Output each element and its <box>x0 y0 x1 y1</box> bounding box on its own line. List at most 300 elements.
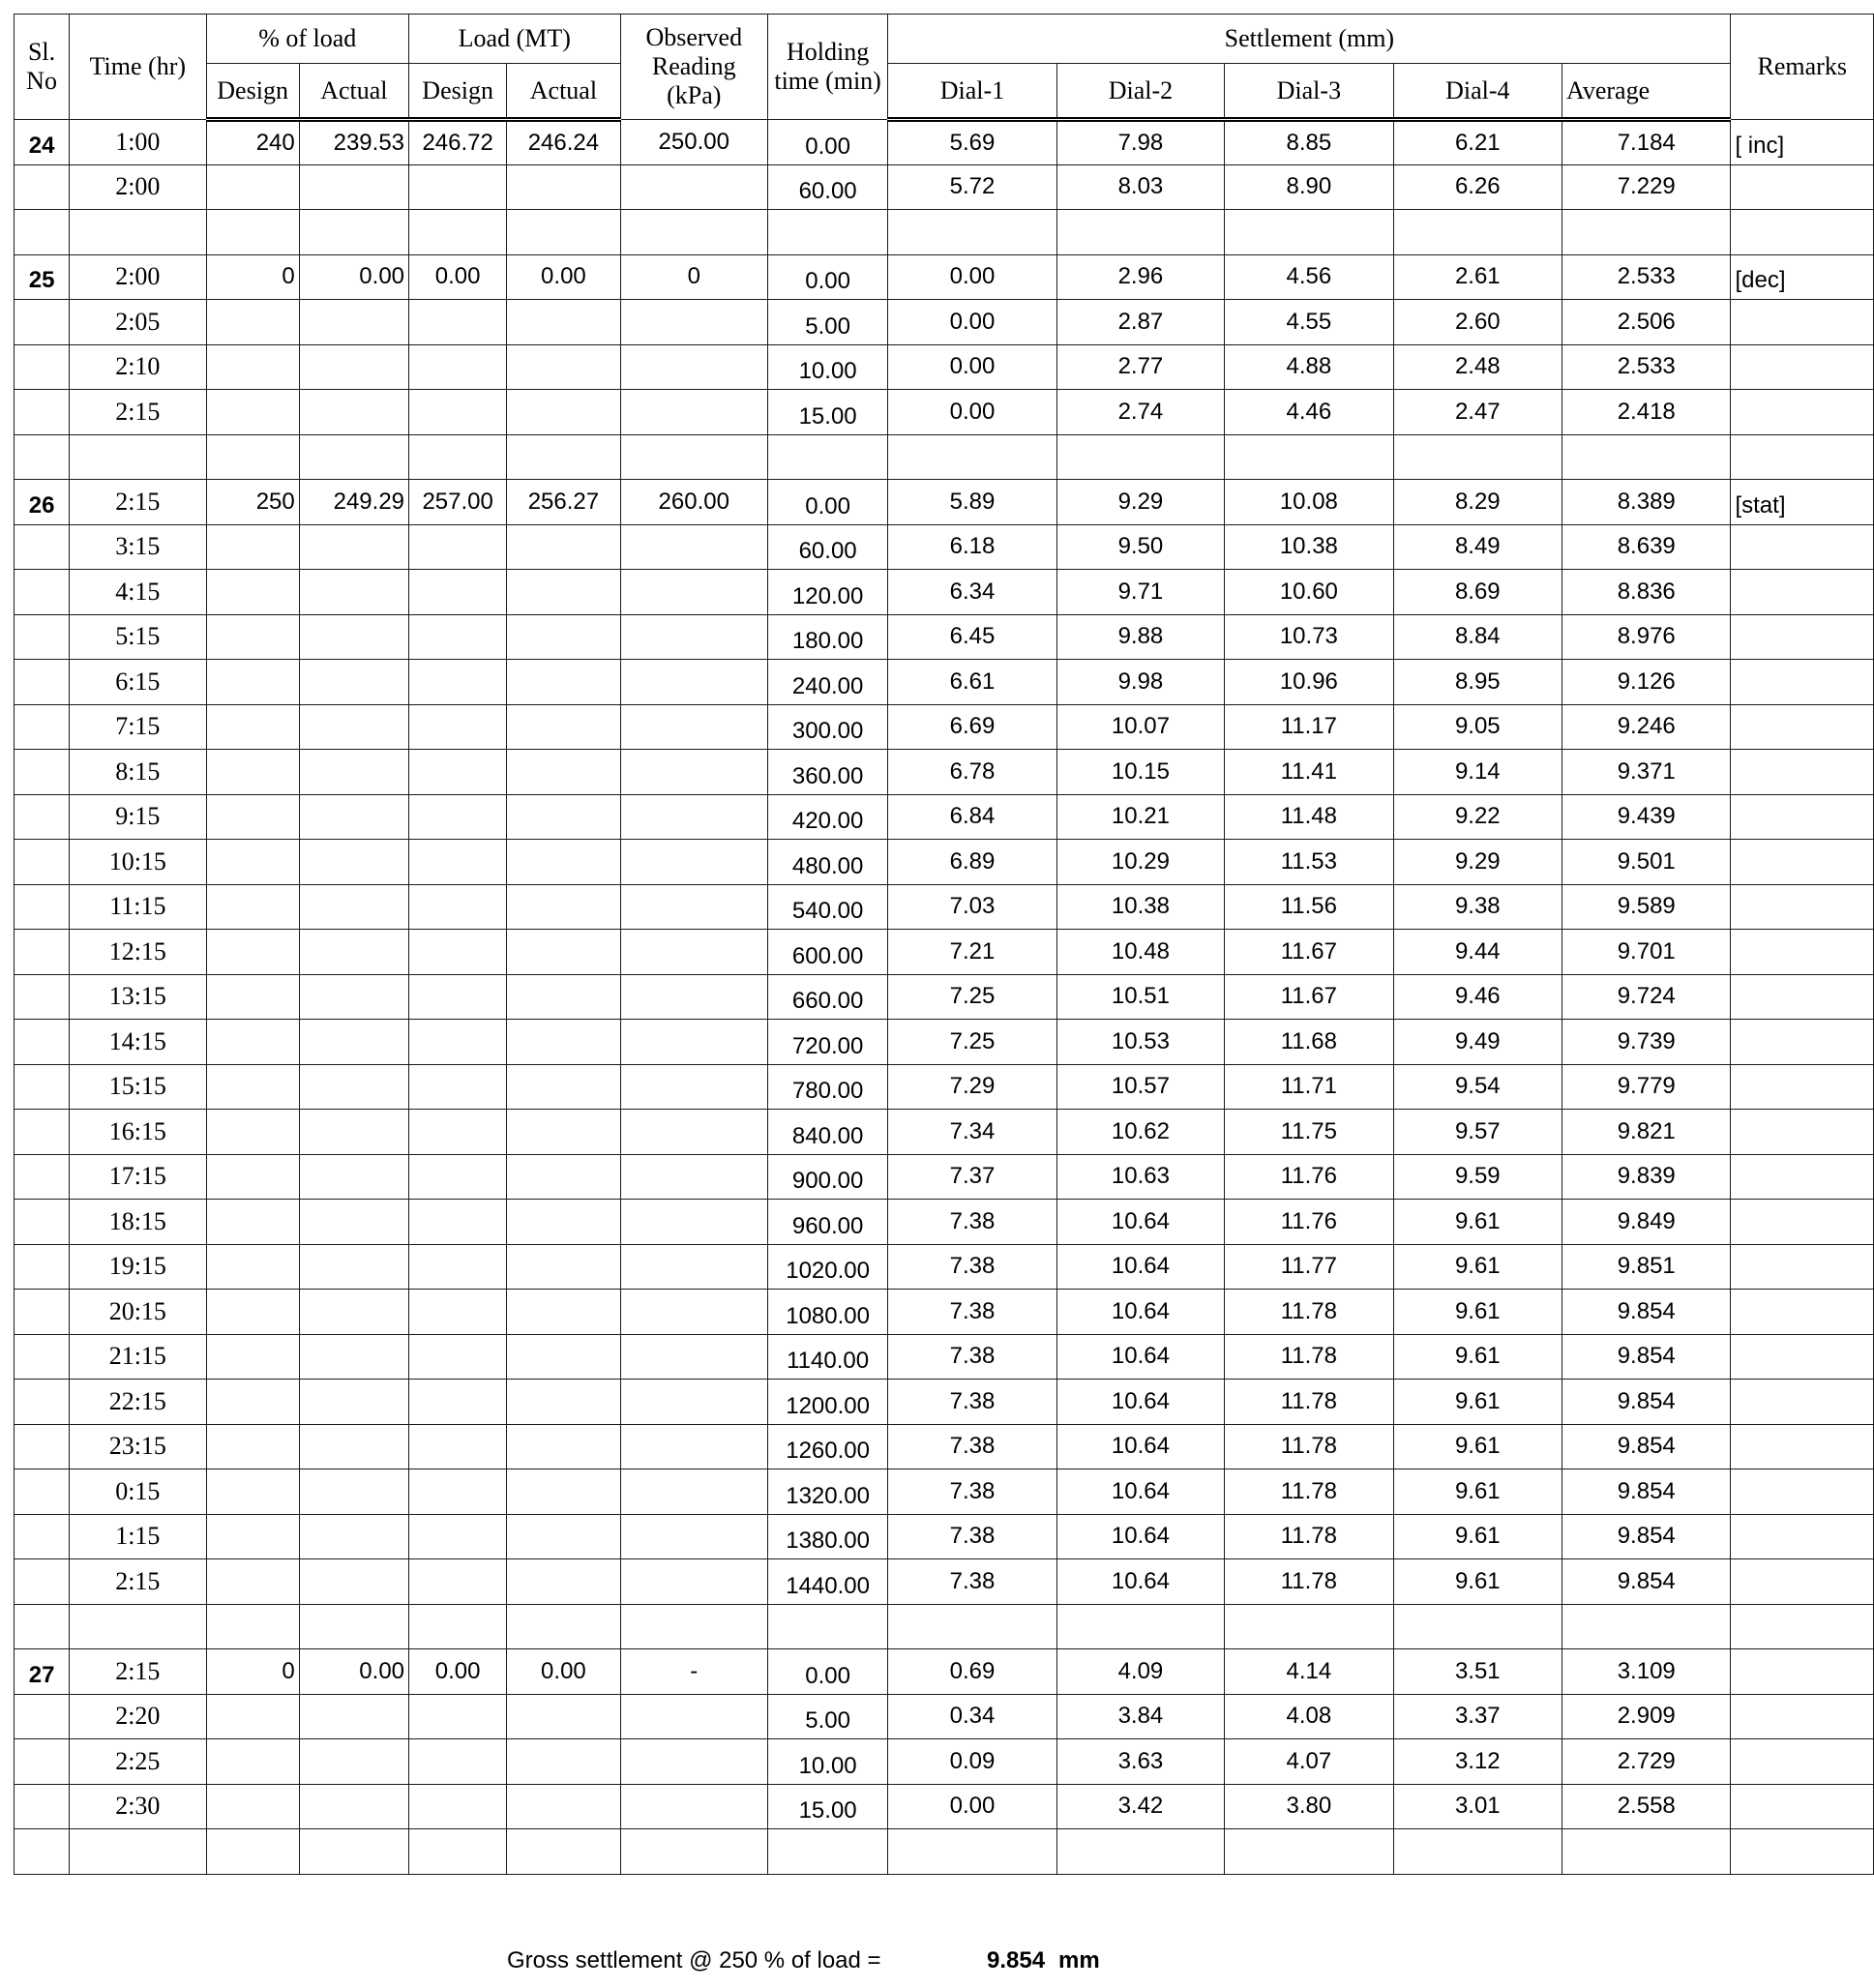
cell-load-design <box>409 300 507 345</box>
cell-pct-design <box>206 930 299 975</box>
cell-dial-2: 10.64 <box>1056 1380 1224 1425</box>
table-row <box>15 164 1874 210</box>
cell-load-design: 257.00 <box>409 480 507 525</box>
cell-pct-design <box>206 974 299 1020</box>
cell-dial-3: 11.71 <box>1225 1064 1393 1110</box>
cell-load-actual <box>507 1154 620 1200</box>
cell-dial-1: 0.34 <box>888 1694 1056 1739</box>
gross-settlement-unit: mm <box>1058 1947 1100 1973</box>
cell-remarks <box>1731 300 1874 345</box>
cell-load-actual <box>507 1559 620 1605</box>
table-row <box>15 1424 1874 1469</box>
cell-holding-time: 60.00 <box>767 164 887 210</box>
cell-holding-time: 900.00 <box>767 1154 887 1200</box>
header-average: Average <box>1562 64 1731 120</box>
cell-time: 2:15 <box>70 390 206 435</box>
cell-dial-4: 8.84 <box>1393 614 1562 660</box>
header-sl-no: Sl. No <box>15 15 70 120</box>
table-row <box>15 884 1874 930</box>
cell-dial-2: 10.15 <box>1056 750 1224 795</box>
cell-holding-time: 1080.00 <box>767 1290 887 1335</box>
cell-dial-3: 8.85 <box>1225 120 1393 165</box>
cell-observed-reading <box>620 1829 767 1875</box>
cell-holding-time <box>767 1829 887 1875</box>
cell-remarks: [dec] <box>1731 254 1874 300</box>
cell-pct-design <box>206 1469 299 1515</box>
cell-observed-reading <box>620 1380 767 1425</box>
cell-pct-design <box>206 1020 299 1065</box>
cell-load-actual <box>507 390 620 435</box>
cell-dial-4 <box>1393 1829 1562 1875</box>
cell-dial-1 <box>888 1604 1056 1649</box>
cell-dial-4: 9.29 <box>1393 840 1562 885</box>
cell-dial-4: 9.46 <box>1393 974 1562 1020</box>
cell-time: 2:20 <box>70 1694 206 1739</box>
cell-average: 7.184 <box>1562 120 1731 165</box>
cell-dial-3: 4.56 <box>1225 254 1393 300</box>
cell-observed-reading: - <box>620 1649 767 1695</box>
cell-pct-actual <box>299 750 408 795</box>
cell-load-design <box>409 164 507 210</box>
cell-load-design <box>409 1694 507 1739</box>
cell-pct-actual <box>299 1469 408 1515</box>
cell-remarks <box>1731 1784 1874 1829</box>
cell-dial-3: 11.41 <box>1225 750 1393 795</box>
cell-average: 9.371 <box>1562 750 1731 795</box>
cell-pct-actual <box>299 614 408 660</box>
cell-dial-4: 3.01 <box>1393 1784 1562 1829</box>
cell-observed-reading <box>620 390 767 435</box>
cell-holding-time: 120.00 <box>767 570 887 615</box>
cell-sl-no <box>15 1154 70 1200</box>
cell-sl-no <box>15 1380 70 1425</box>
cell-dial-2: 3.63 <box>1056 1739 1224 1785</box>
cell-pct-actual <box>299 1380 408 1425</box>
header-dial-1: Dial-1 <box>888 64 1056 120</box>
table-row <box>15 1200 1874 1245</box>
cell-sl-no: 27 <box>15 1649 70 1695</box>
cell-time: 9:15 <box>70 794 206 840</box>
cell-dial-4 <box>1393 434 1562 480</box>
cell-observed-reading <box>620 1334 767 1380</box>
table-body <box>15 120 1874 1875</box>
cell-load-actual <box>507 210 620 255</box>
cell-load-actual: 246.24 <box>507 120 620 165</box>
cell-holding-time <box>767 210 887 255</box>
cell-pct-actual <box>299 704 408 750</box>
cell-observed-reading: 250.00 <box>620 120 767 165</box>
cell-dial-4: 9.61 <box>1393 1559 1562 1605</box>
cell-remarks <box>1731 884 1874 930</box>
cell-sl-no <box>15 1694 70 1739</box>
cell-sl-no <box>15 1064 70 1110</box>
cell-pct-design <box>206 1290 299 1335</box>
cell-time: 12:15 <box>70 930 206 975</box>
cell-load-design <box>409 1200 507 1245</box>
cell-load-actual <box>507 570 620 615</box>
cell-remarks <box>1731 1829 1874 1875</box>
cell-load-actual <box>507 1380 620 1425</box>
cell-dial-1: 7.25 <box>888 1020 1056 1065</box>
cell-observed-reading <box>620 1469 767 1515</box>
table-row <box>15 1110 1874 1155</box>
cell-dial-2: 10.51 <box>1056 974 1224 1020</box>
cell-average: 9.779 <box>1562 1064 1731 1110</box>
cell-pct-design <box>206 1110 299 1155</box>
cell-dial-4: 9.05 <box>1393 704 1562 750</box>
cell-average: 2.418 <box>1562 390 1731 435</box>
cell-average: 9.246 <box>1562 704 1731 750</box>
cell-remarks <box>1731 750 1874 795</box>
cell-load-actual <box>507 1244 620 1290</box>
cell-pct-design <box>206 390 299 435</box>
cell-sl-no <box>15 1469 70 1515</box>
cell-time: 7:15 <box>70 704 206 750</box>
table-row <box>15 660 1874 705</box>
cell-remarks <box>1731 1649 1874 1695</box>
table-row <box>15 614 1874 660</box>
cell-average: 9.439 <box>1562 794 1731 840</box>
cell-load-design: 0.00 <box>409 1649 507 1695</box>
cell-time <box>70 1604 206 1649</box>
header-load-design: Design <box>409 64 507 120</box>
cell-dial-3: 11.75 <box>1225 1110 1393 1155</box>
cell-remarks <box>1731 1739 1874 1785</box>
cell-observed-reading: 0 <box>620 254 767 300</box>
cell-load-actual <box>507 164 620 210</box>
cell-holding-time <box>767 1604 887 1649</box>
cell-remarks <box>1731 1154 1874 1200</box>
cell-pct-design <box>206 164 299 210</box>
cell-sl-no <box>15 750 70 795</box>
header-pct-actual: Actual <box>299 64 408 120</box>
cell-average <box>1562 1829 1731 1875</box>
cell-load-design <box>409 1784 507 1829</box>
cell-remarks <box>1731 974 1874 1020</box>
cell-dial-1: 0.09 <box>888 1739 1056 1785</box>
cell-dial-1: 7.38 <box>888 1200 1056 1245</box>
cell-sl-no <box>15 840 70 885</box>
cell-time: 10:15 <box>70 840 206 885</box>
cell-observed-reading <box>620 1110 767 1155</box>
cell-dial-2: 8.03 <box>1056 164 1224 210</box>
cell-load-design <box>409 1110 507 1155</box>
cell-load-design <box>409 1380 507 1425</box>
cell-time: 19:15 <box>70 1244 206 1290</box>
cell-remarks <box>1731 840 1874 885</box>
table-row <box>15 704 1874 750</box>
cell-average: 2.558 <box>1562 1784 1731 1829</box>
cell-load-design <box>409 750 507 795</box>
cell-average: 9.854 <box>1562 1424 1731 1469</box>
cell-holding-time: 480.00 <box>767 840 887 885</box>
cell-pct-design <box>206 570 299 615</box>
cell-time: 3:15 <box>70 524 206 570</box>
cell-dial-3: 10.96 <box>1225 660 1393 705</box>
cell-pct-design <box>206 1784 299 1829</box>
cell-sl-no <box>15 300 70 345</box>
table-row <box>15 1334 1874 1380</box>
table-row <box>15 1604 1874 1649</box>
cell-dial-1: 6.84 <box>888 794 1056 840</box>
cell-pct-actual <box>299 1334 408 1380</box>
cell-dial-2: 10.57 <box>1056 1064 1224 1110</box>
cell-dial-3: 11.78 <box>1225 1380 1393 1425</box>
cell-load-design <box>409 704 507 750</box>
cell-load-design <box>409 1334 507 1380</box>
cell-time: 13:15 <box>70 974 206 1020</box>
cell-remarks <box>1731 794 1874 840</box>
cell-dial-3: 10.73 <box>1225 614 1393 660</box>
cell-dial-4: 2.61 <box>1393 254 1562 300</box>
cell-pct-design: 250 <box>206 480 299 525</box>
cell-dial-3: 4.88 <box>1225 344 1393 390</box>
cell-holding-time: 960.00 <box>767 1200 887 1245</box>
cell-dial-1: 7.34 <box>888 1110 1056 1155</box>
cell-average: 9.854 <box>1562 1290 1731 1335</box>
cell-load-actual <box>507 660 620 705</box>
cell-holding-time: 720.00 <box>767 1020 887 1065</box>
cell-remarks <box>1731 1514 1874 1559</box>
gross-settlement-footer <box>507 1947 1100 1974</box>
cell-time: 2:00 <box>70 164 206 210</box>
cell-holding-time: 1140.00 <box>767 1334 887 1380</box>
cell-dial-4: 8.69 <box>1393 570 1562 615</box>
cell-load-actual <box>507 1290 620 1335</box>
cell-dial-4: 9.61 <box>1393 1469 1562 1515</box>
cell-time <box>70 210 206 255</box>
cell-observed-reading <box>620 750 767 795</box>
cell-pct-actual <box>299 300 408 345</box>
cell-dial-1: 7.38 <box>888 1244 1056 1290</box>
cell-dial-2: 2.77 <box>1056 344 1224 390</box>
header-dial-2: Dial-2 <box>1056 64 1224 120</box>
cell-dial-4: 9.38 <box>1393 884 1562 930</box>
cell-load-design <box>409 344 507 390</box>
cell-time <box>70 1829 206 1875</box>
cell-average: 9.854 <box>1562 1559 1731 1605</box>
cell-dial-4: 9.61 <box>1393 1424 1562 1469</box>
cell-sl-no: 25 <box>15 254 70 300</box>
cell-observed-reading <box>620 344 767 390</box>
cell-dial-1: 6.45 <box>888 614 1056 660</box>
cell-load-design <box>409 524 507 570</box>
cell-dial-2: 10.64 <box>1056 1559 1224 1605</box>
cell-load-design: 0.00 <box>409 254 507 300</box>
cell-load-actual: 0.00 <box>507 1649 620 1695</box>
cell-average: 2.533 <box>1562 254 1731 300</box>
cell-average: 9.701 <box>1562 930 1731 975</box>
cell-sl-no <box>15 164 70 210</box>
cell-remarks <box>1731 660 1874 705</box>
table-row <box>15 1514 1874 1559</box>
cell-dial-2: 10.53 <box>1056 1020 1224 1065</box>
cell-time: 1:00 <box>70 120 206 165</box>
cell-load-design: 246.72 <box>409 120 507 165</box>
cell-dial-3: 11.76 <box>1225 1154 1393 1200</box>
cell-dial-3: 11.76 <box>1225 1200 1393 1245</box>
cell-dial-4: 9.61 <box>1393 1380 1562 1425</box>
cell-sl-no <box>15 1290 70 1335</box>
table-row <box>15 344 1874 390</box>
cell-dial-1: 0.00 <box>888 300 1056 345</box>
cell-dial-2: 10.64 <box>1056 1244 1224 1290</box>
cell-pct-actual: 0.00 <box>299 254 408 300</box>
cell-time: 2:30 <box>70 1784 206 1829</box>
cell-dial-2: 9.29 <box>1056 480 1224 525</box>
header-load-actual: Actual <box>507 64 620 120</box>
cell-holding-time: 5.00 <box>767 1694 887 1739</box>
cell-pct-design: 240 <box>206 120 299 165</box>
cell-average: 9.839 <box>1562 1154 1731 1200</box>
cell-pct-actual <box>299 210 408 255</box>
cell-load-actual <box>507 344 620 390</box>
cell-dial-3: 11.67 <box>1225 930 1393 975</box>
cell-holding-time <box>767 434 887 480</box>
header-observed-reading: Observed Reading (kPa) <box>620 15 767 120</box>
cell-observed-reading <box>620 884 767 930</box>
table-row <box>15 300 1874 345</box>
cell-sl-no <box>15 1559 70 1605</box>
cell-pct-design <box>206 1154 299 1200</box>
cell-pct-actual <box>299 1559 408 1605</box>
cell-holding-time: 180.00 <box>767 614 887 660</box>
cell-pct-design <box>206 750 299 795</box>
cell-dial-2: 2.74 <box>1056 390 1224 435</box>
cell-dial-1: 6.78 <box>888 750 1056 795</box>
cell-pct-actual <box>299 344 408 390</box>
cell-pct-design <box>206 1244 299 1290</box>
cell-time: 5:15 <box>70 614 206 660</box>
cell-dial-4: 9.61 <box>1393 1244 1562 1290</box>
cell-load-actual <box>507 1200 620 1245</box>
cell-load-actual <box>507 1604 620 1649</box>
cell-holding-time: 1260.00 <box>767 1424 887 1469</box>
cell-remarks <box>1731 1290 1874 1335</box>
cell-dial-3: 11.67 <box>1225 974 1393 1020</box>
cell-dial-1: 0.69 <box>888 1649 1056 1695</box>
cell-dial-1: 0.00 <box>888 254 1056 300</box>
cell-load-actual <box>507 434 620 480</box>
cell-sl-no <box>15 524 70 570</box>
cell-dial-2: 10.21 <box>1056 794 1224 840</box>
cell-dial-1 <box>888 434 1056 480</box>
cell-observed-reading: 260.00 <box>620 480 767 525</box>
gross-settlement-value: 9.854 <box>987 1947 1046 1973</box>
cell-time: 15:15 <box>70 1064 206 1110</box>
cell-dial-3: 11.77 <box>1225 1244 1393 1290</box>
cell-observed-reading <box>620 974 767 1020</box>
cell-pct-actual <box>299 1694 408 1739</box>
cell-observed-reading <box>620 1514 767 1559</box>
cell-dial-2: 10.38 <box>1056 884 1224 930</box>
cell-pct-design <box>206 434 299 480</box>
cell-remarks: [stat] <box>1731 480 1874 525</box>
cell-pct-design <box>206 1334 299 1380</box>
cell-average: 9.501 <box>1562 840 1731 885</box>
table-row <box>15 1469 1874 1515</box>
cell-observed-reading <box>620 164 767 210</box>
cell-time: 21:15 <box>70 1334 206 1380</box>
cell-pct-actual <box>299 524 408 570</box>
cell-remarks <box>1731 614 1874 660</box>
cell-observed-reading <box>620 1784 767 1829</box>
cell-dial-3: 11.17 <box>1225 704 1393 750</box>
header-dial-3: Dial-3 <box>1225 64 1393 120</box>
cell-sl-no <box>15 614 70 660</box>
cell-dial-2: 9.71 <box>1056 570 1224 615</box>
cell-observed-reading <box>620 660 767 705</box>
cell-sl-no: 26 <box>15 480 70 525</box>
cell-load-actual <box>507 1739 620 1785</box>
cell-dial-3: 11.53 <box>1225 840 1393 885</box>
cell-average: 8.389 <box>1562 480 1731 525</box>
cell-time: 1:15 <box>70 1514 206 1559</box>
cell-pct-design <box>206 840 299 885</box>
cell-average: 3.109 <box>1562 1649 1731 1695</box>
cell-dial-1: 0.00 <box>888 344 1056 390</box>
cell-dial-4: 9.61 <box>1393 1290 1562 1335</box>
cell-sl-no <box>15 344 70 390</box>
cell-time: 22:15 <box>70 1380 206 1425</box>
cell-pct-actual <box>299 794 408 840</box>
cell-observed-reading <box>620 1604 767 1649</box>
cell-average: 9.854 <box>1562 1380 1731 1425</box>
cell-dial-1: 0.00 <box>888 390 1056 435</box>
cell-remarks: [ inc] <box>1731 120 1874 165</box>
cell-load-design <box>409 840 507 885</box>
cell-dial-1: 7.21 <box>888 930 1056 975</box>
cell-load-design <box>409 210 507 255</box>
cell-dial-4: 9.61 <box>1393 1514 1562 1559</box>
cell-holding-time: 1380.00 <box>767 1514 887 1559</box>
cell-pct-actual <box>299 884 408 930</box>
cell-remarks <box>1731 1200 1874 1245</box>
header-dial-4: Dial-4 <box>1393 64 1562 120</box>
cell-pct-actual <box>299 434 408 480</box>
cell-dial-1: 5.69 <box>888 120 1056 165</box>
cell-sl-no <box>15 930 70 975</box>
cell-time: 2:00 <box>70 254 206 300</box>
cell-average: 9.724 <box>1562 974 1731 1020</box>
cell-holding-time: 10.00 <box>767 344 887 390</box>
cell-time: 2:15 <box>70 1559 206 1605</box>
cell-dial-3: 11.48 <box>1225 794 1393 840</box>
cell-load-actual <box>507 704 620 750</box>
cell-load-actual <box>507 614 620 660</box>
cell-dial-3: 4.14 <box>1225 1649 1393 1695</box>
cell-time: 4:15 <box>70 570 206 615</box>
table-row <box>15 930 1874 975</box>
cell-load-design <box>409 1064 507 1110</box>
cell-pct-actual <box>299 930 408 975</box>
cell-pct-actual <box>299 1064 408 1110</box>
cell-remarks <box>1731 524 1874 570</box>
cell-dial-4: 3.37 <box>1393 1694 1562 1739</box>
cell-dial-3 <box>1225 1604 1393 1649</box>
cell-dial-2 <box>1056 434 1224 480</box>
cell-average: 2.533 <box>1562 344 1731 390</box>
cell-dial-2 <box>1056 210 1224 255</box>
cell-remarks <box>1731 1334 1874 1380</box>
cell-remarks <box>1731 1244 1874 1290</box>
settlement-table <box>14 14 1874 1875</box>
cell-pct-design <box>206 210 299 255</box>
cell-pct-actual <box>299 660 408 705</box>
cell-pct-actual <box>299 1739 408 1785</box>
cell-holding-time: 240.00 <box>767 660 887 705</box>
cell-load-actual <box>507 1424 620 1469</box>
